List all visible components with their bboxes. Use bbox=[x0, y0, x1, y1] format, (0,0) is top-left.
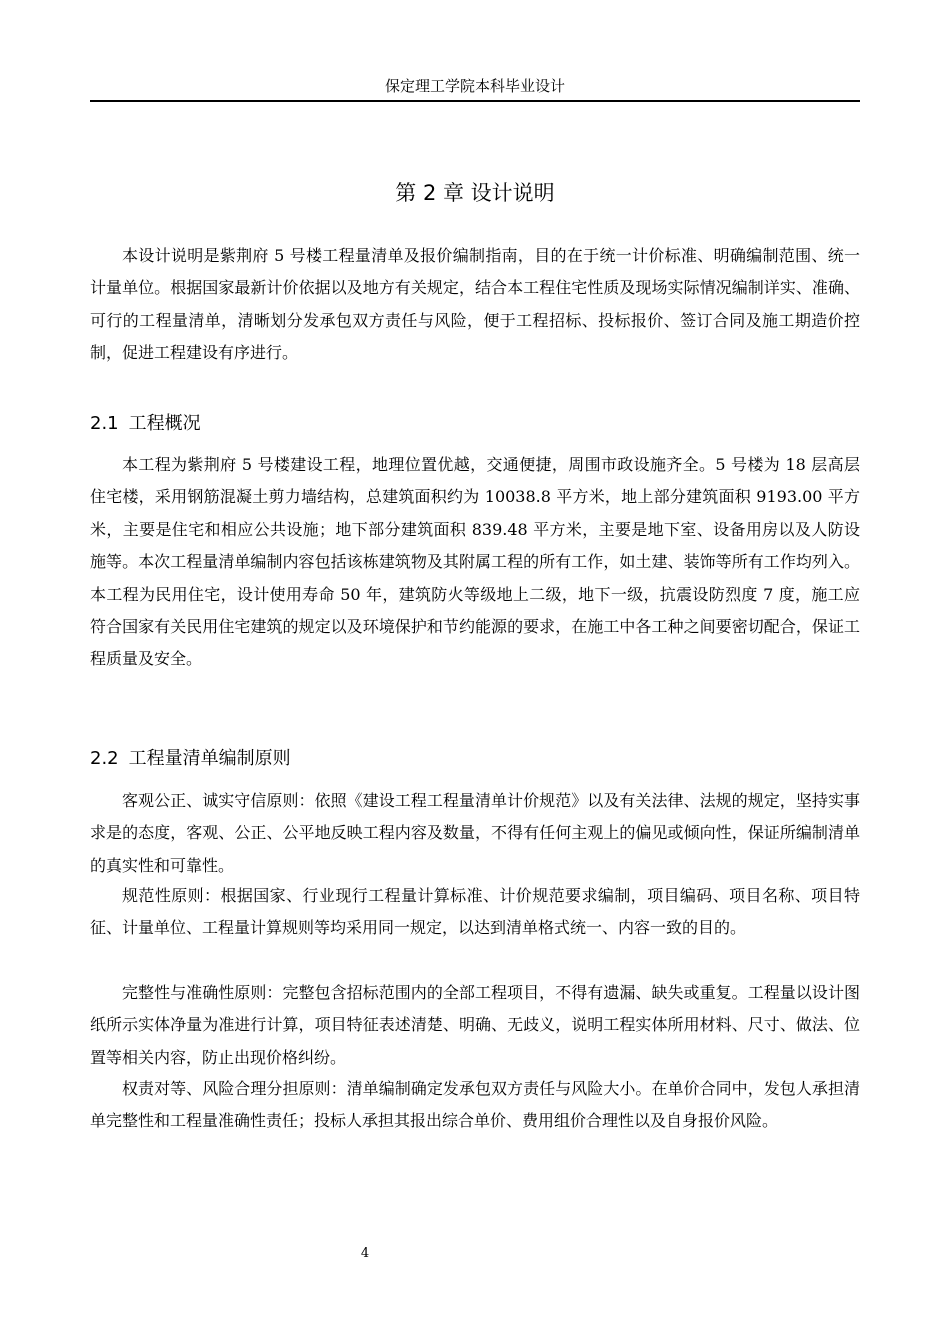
intro-paragraph: 本设计说明是紫荆府 5 号楼工程量清单及报价编制指南，目的在于统一计价标准、明确编制范围、统一计量单位。根据国家最新计价依据以及地方有关规定，结合本工程住宅性质及现场实际情况编制详实、准确、可行的工程量清单，清晰划分发承包双方责任与风险，便于工程招标、投标报价、签订合同及施工期造价控制，促进工程建设有序进行。 bbox=[90, 246, 860, 363]
principle-paragraph-risk: 权责对等、风险合理分担原则：清单编制确定发承包双方责任与风险大小。在单价合同中，发包人承担清单完整性和工程量准确性责任；投标人承担其报出综合单价、费用组价合理性以及自身报价风险。 bbox=[90, 1079, 860, 1131]
section-number: 2.2 bbox=[90, 748, 119, 769]
page-number: 4 bbox=[360, 1246, 370, 1261]
section-title: 工程概况 bbox=[128, 413, 201, 434]
principle-paragraph-completeness: 完整性与准确性原则：完整包含招标范围内的全部工程项目，不得有遗漏、缺失或重复。工程量以设计图纸所示实体净量为准进行计算，项目特征表述清楚、明确、无歧义，说明工程实体所用材料、尺寸、做法、位置等相关内容，防止出现价格纠纷。 bbox=[90, 983, 860, 1067]
section-title: 工程量清单编制原则 bbox=[128, 748, 291, 769]
principle-paragraph-objective: 客观公正、诚实守信原则：依照《建设工程工程量清单计价规范》以及有关法律、法规的规定，坚持实事求是的态度，客观、公正、公平地反映工程内容及数量，不得有任何主观上的偏见或倾向性，保证所编制清单的真实性和可靠性。 bbox=[90, 791, 860, 875]
page-header: 保定理工学院本科毕业设计 bbox=[384, 77, 565, 95]
section-heading-2-2 bbox=[90, 746, 860, 772]
section-heading-2-1 bbox=[90, 411, 860, 437]
header-rule bbox=[90, 100, 860, 102]
section-number: 2.1 bbox=[90, 413, 119, 434]
principle-paragraph-normative: 规范性原则：根据国家、行业现行工程量计算标准、计价规范要求编制，项目编码、项目名称、项目特征、计量单位、工程量计算规则等均采用同一规定，以达到清单格式统一、内容一致的目的。 bbox=[90, 886, 860, 938]
chapter-title: 第 2 章 设计说明 bbox=[395, 181, 555, 205]
overview-paragraph: 本工程为紫荆府 5 号楼建设工程，地理位置优越，交通便捷，周围市政设施齐全。5 号楼为 18 层高层住宅楼，采用钢筋混凝土剪力墙结构，总建筑面积约为 10038.8 平方米，地上部分建筑面积 9193.00 平方米，主要是住宅和相应公共设施；地下部分建筑面积 839.48 平方米，主要是地下室、设备用房以及人防设施等。本次工程量清单编制内容包括该栋建筑物及其附属工程的所有工作，如土建、装饰等所有工作均列入。本工程为民用住宅，设计使用寿命 50 年，建筑防火等级地上二级，地下一级，抗震设防烈度 7 度，施工应符合国家有关民用住宅建筑的规定以及环境保护和节约能源的要求，在施工中各工种之间要密切配合，保证工程质量及安全。 bbox=[90, 455, 860, 669]
